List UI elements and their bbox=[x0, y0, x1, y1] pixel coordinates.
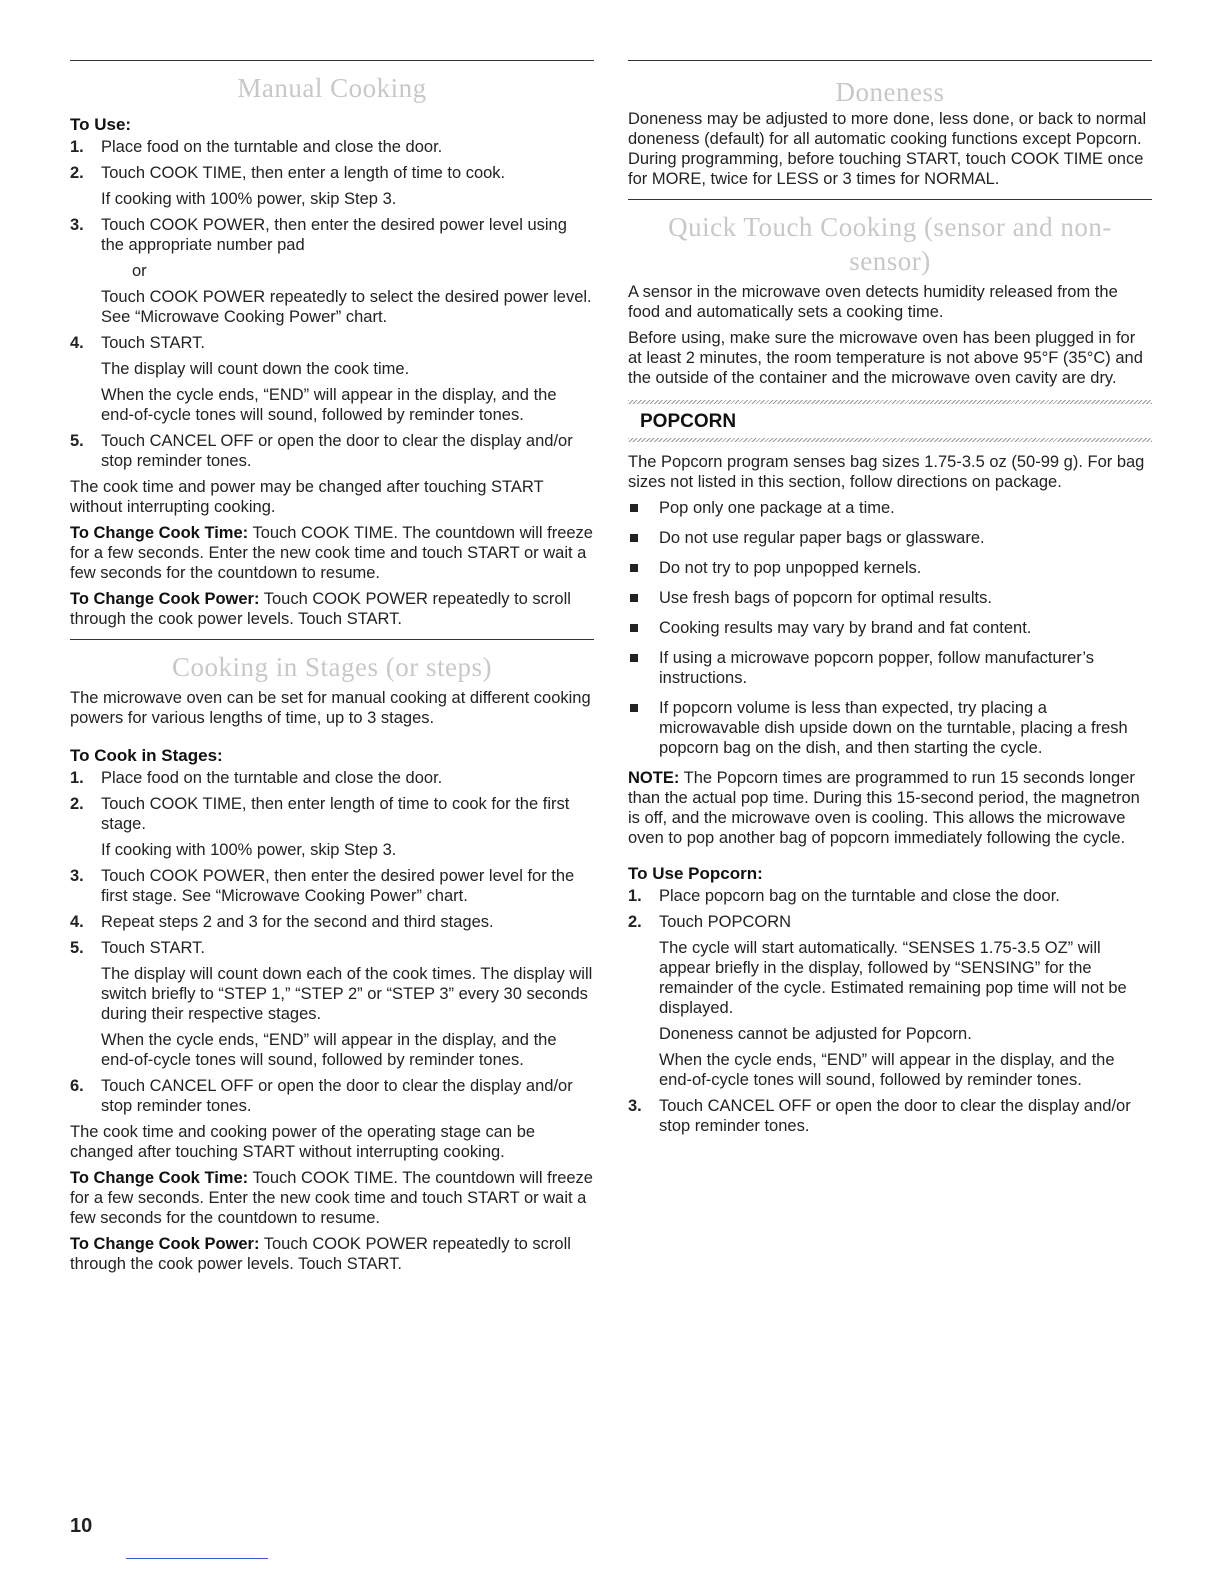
footer-rule bbox=[126, 1558, 268, 1559]
list-item: If using a microwave popcorn popper, follow manufacturer’s instructions. bbox=[628, 648, 1152, 688]
to-use-heading: To Use: bbox=[70, 115, 132, 134]
left-column bbox=[70, 60, 594, 1280]
manual-after-text: The cook time and power may be changed after touching START without interrupting cooking. bbox=[70, 478, 544, 516]
doneness-title: Doneness bbox=[835, 77, 945, 107]
list-item: 1. Place food on the turntable and close the door. bbox=[70, 769, 443, 787]
manual-change-time: To Change Cook Time: Touch COOK TIME. The countdown will freeze for a few seconds. Enter the new cook time and touch START or wait a few seconds for the countdown to resume. bbox=[70, 524, 593, 582]
list-item: 2. Touch POPCORN The cycle will start automatically. “SENSES 1.75-3.5 OZ” will appear briefly in the display, followed by “SENSING” for the remainder of the cycle. Estimated remaining pop time will not be displayed. Doneness cannot be adjusted for Popcorn. When the cycle ends, “END” will appear in the display, and the end-of-cycle tones will sound, followed by reminder tones. bbox=[628, 913, 1127, 1089]
list-item: 1. Place food on the turntable and close the door. bbox=[70, 138, 443, 156]
popcorn-heading-band bbox=[628, 400, 1152, 442]
stages-change-power: To Change Cook Power: Touch COOK POWER repeatedly to scroll through the cook power levels. Touch START. bbox=[70, 1235, 571, 1273]
popcorn-intro: The Popcorn program senses bag sizes 1.75-3.5 oz (50-99 g). For bag sizes not listed in this section, follow directions on package. bbox=[628, 453, 1145, 491]
list-item: 1. Place popcorn bag on the turntable and close the door. bbox=[628, 887, 1060, 905]
to-cook-stages-heading: To Cook in Stages: bbox=[70, 746, 223, 765]
doneness-text: Doneness may be adjusted to more done, less done, or back to normal doneness (default) for all automatic cooking functions except Popcorn. During programming, before touching START, touch COOK TIME once for MORE, twice for LESS or 3 times for NORMAL. bbox=[628, 110, 1147, 188]
to-use-popcorn-heading: To Use Popcorn: bbox=[628, 864, 763, 883]
list-item: Pop only one package at a time. bbox=[628, 498, 1152, 518]
quick-touch-p2: Before using, make sure the microwave oven has been plugged in for at least 2 minutes, the room temperature is not above 95°F (35°C) and the outside of the container and the microwave oven cavity are dry. bbox=[628, 329, 1143, 387]
manual-cooking-title: Manual Cooking bbox=[237, 73, 427, 103]
list-item: 4. Repeat steps 2 and 3 for the second and third stages. bbox=[70, 913, 494, 931]
list-item: 5. Touch START. The display will count down each of the cook times. The display will switch briefly to “STEP 1,” “STEP 2” or “STEP 3” every 30 seconds during their respective stages. When the cycle ends, “END” will appear in the display, and the end-of-cycle tones will sound, followed by reminder tones. bbox=[70, 939, 593, 1069]
page-number: 10 bbox=[70, 1515, 93, 1537]
stages-change-time: To Change Cook Time: Touch COOK TIME. The countdown will freeze for a few seconds. Enter the new cook time and touch START or wait a few seconds for the countdown to resume. bbox=[70, 1169, 593, 1227]
popcorn-note: NOTE: The Popcorn times are programmed to run 15 seconds longer than the actual pop time. During this 15-second period, the magnetron is off, and the microwave oven is cooling. This allows the microwave oven to pop another bag of popcorn immediately following the cycle. bbox=[628, 769, 1140, 847]
quick-touch-title: Quick Touch Cooking (sensor and non-sensor) bbox=[668, 212, 1112, 276]
list-item: 3. Touch COOK POWER, then enter the desired power level using the appropriate number pad or Touch COOK POWER repeatedly to select the desired power level. See “Microwave Cooking Power” chart. bbox=[70, 216, 592, 326]
stages-after-text: The cook time and cooking power of the operating stage can be changed after touching START without interrupting cooking. bbox=[70, 1123, 536, 1161]
list-item: Cooking results may vary by brand and fat content. bbox=[628, 618, 1152, 638]
list-item: Do not try to pop unpopped kernels. bbox=[628, 558, 1152, 578]
popcorn-bullets bbox=[628, 498, 1152, 758]
list-item: Do not use regular paper bags or glassware. bbox=[628, 528, 1152, 548]
manual-change-power: To Change Cook Power: Touch COOK POWER repeatedly to scroll through the cook power levels. Touch START. bbox=[70, 590, 571, 628]
list-item: If popcorn volume is less than expected, try placing a microwavable dish upside down on the turntable, placing a fresh popcorn bag on the dish, and then starting the cycle. bbox=[628, 698, 1152, 758]
right-column bbox=[628, 60, 1152, 1142]
quick-touch-p1: A sensor in the microwave oven detects humidity released from the food and automatically sets a cooking time. bbox=[628, 283, 1118, 321]
list-item: 6. Touch CANCEL OFF or open the door to clear the display and/or stop reminder tones. bbox=[70, 1077, 573, 1115]
popcorn-steps bbox=[628, 886, 1152, 1136]
list-item: Use fresh bags of popcorn for optimal results. bbox=[628, 588, 1152, 608]
manual-steps bbox=[70, 137, 594, 471]
section-rule bbox=[628, 60, 1152, 61]
stages-intro: The microwave oven can be set for manual cooking at different cooking powers for various lengths of time, up to 3 stages. bbox=[70, 689, 591, 727]
list-item: 3. Touch COOK POWER, then enter the desired power level for the first stage. See “Microwave Cooking Power” chart. bbox=[70, 867, 575, 905]
popcorn-title: POPCORN bbox=[640, 411, 737, 432]
list-item: 4. Touch START. The display will count down the cook time. When the cycle ends, “END” will appear in the display, and the end-of-cycle tones will sound, followed by reminder tones. bbox=[70, 334, 557, 424]
list-item: 2. Touch COOK TIME, then enter length of time to cook for the first stage. If cooking with 100% power, skip Step 3. bbox=[70, 795, 570, 859]
cooking-stages-title: Cooking in Stages (or steps) bbox=[172, 652, 492, 682]
section-rule bbox=[628, 199, 1152, 200]
list-item: 5. Touch CANCEL OFF or open the door to clear the display and/or stop reminder tones. bbox=[70, 432, 573, 470]
section-rule bbox=[70, 60, 594, 61]
hatch-divider bbox=[628, 438, 1152, 442]
stages-steps bbox=[70, 768, 594, 1116]
section-rule bbox=[70, 639, 594, 640]
list-item: 3. Touch CANCEL OFF or open the door to clear the display and/or stop reminder tones. bbox=[628, 1097, 1131, 1135]
list-item: 2. Touch COOK TIME, then enter a length of time to cook. If cooking with 100% power, skip Step 3. bbox=[70, 164, 506, 208]
